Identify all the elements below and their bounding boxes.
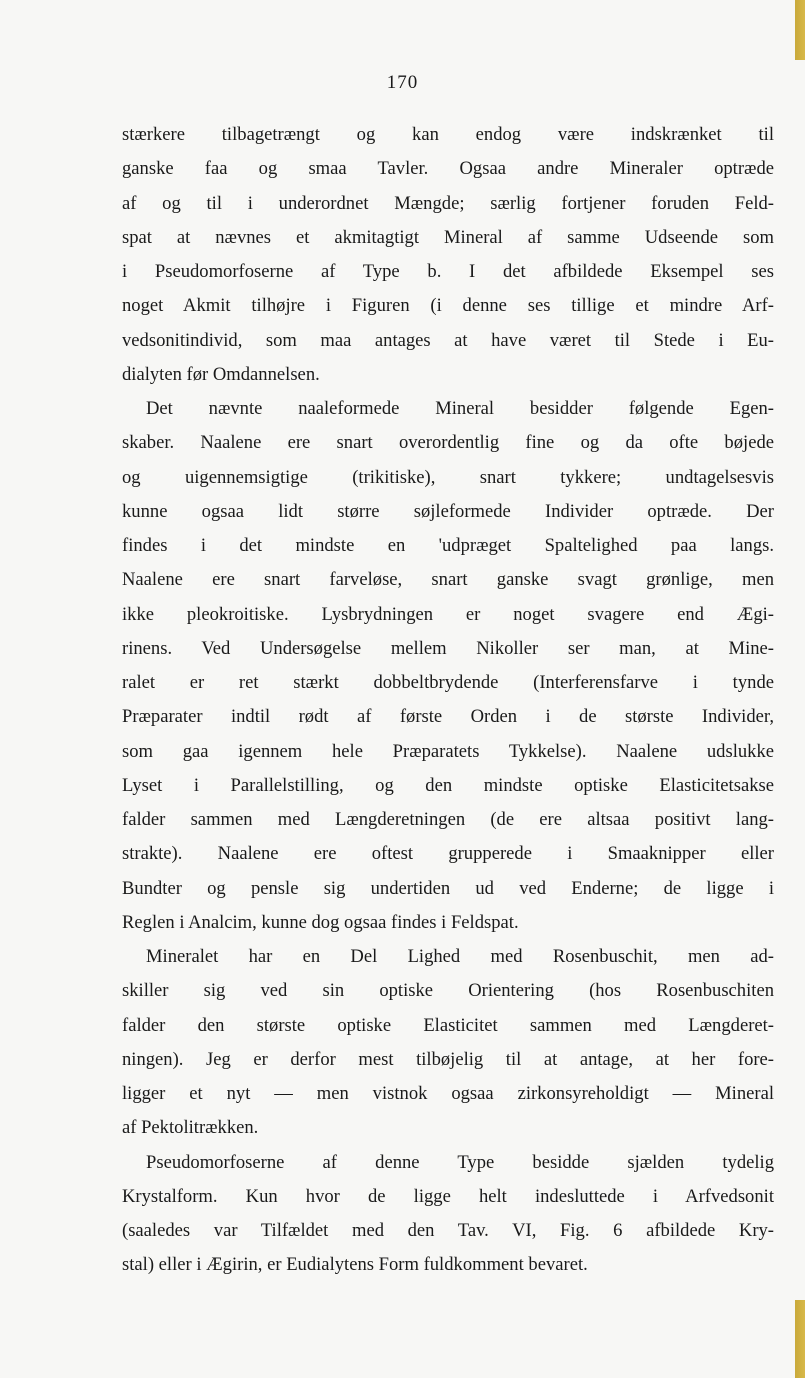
text-line: skiller sig ved sin optiske Orientering (hos Rosenbuschiten	[122, 980, 774, 1002]
page-edge-bottom	[795, 1300, 805, 1378]
text-line: ralet er ret stærkt dobbeltbrydende (Interferensfarve i tynde	[122, 672, 774, 693]
text-line: stal) eller i Ægirin, er Eudialytens Form fuldkomment bevaret.	[122, 1254, 588, 1276]
text-line: ningen). Jeg er derfor mest tilbøjelig til at antage, at her fore-	[122, 1048, 774, 1070]
text-line: Krystalform. Kun hvor de ligge helt indesluttede i Arfvedsonit	[122, 1185, 774, 1207]
text-line: ligger et nyt — men vistnok ogsaa zirkonsyreholdigt — Mineral	[122, 1083, 774, 1104]
text-line: rinens. Ved Undersøgelse mellem Nikoller ser man, at Mine-	[122, 637, 774, 659]
text-line: Pseudomorfoserne af denne Type besidde sjælden tydelig	[146, 1151, 774, 1173]
text-line: (saaledes var Tilfældet med den Tav. VI, Fig. 6 afbildede Kry-	[122, 1220, 774, 1241]
text-line: og uigennemsigtige (trikitiske), snart tykkere; undtagelsesvis	[122, 466, 774, 488]
text-line: falder sammen med Længderetningen (de ere altsaa positivt lang-	[122, 809, 774, 830]
text-line: Bundter og pensle sig undertiden ud ved Enderne; de ligge i	[122, 877, 774, 899]
text-line: findes i det mindste en 'udpræget Spaltelighed paa langs.	[122, 535, 774, 556]
text-line: stærkere tilbagetrængt og kan endog være indskrænket til	[122, 124, 774, 145]
text-line: noget Akmit tilhøjre i Figuren (i denne ses tillige et mindre Arf-	[122, 295, 774, 317]
text-line: vedsonitindivid, som maa antages at have været til Stede i Eu-	[122, 329, 774, 351]
text-line: som gaa igennem hele Præparatets Tykkelse). Naalene udslukke	[122, 740, 774, 762]
text-line: ganske faa og smaa Tavler. Ogsaa andre Mineraler optræde	[122, 158, 774, 180]
body-text	[122, 118, 774, 1283]
page-edge-top	[795, 0, 805, 60]
text-line: skaber. Naalene ere snart overordentlig fine og da ofte bøjede	[122, 432, 774, 454]
text-line: spat at nævnes et akmitagtigt Mineral af samme Udseende som	[122, 226, 774, 248]
text-line: kunne ogsaa lidt større søjleformede Individer optræde. Der	[122, 500, 774, 522]
text-line: Reglen i Analcim, kunne dog ogsaa findes i Feldspat.	[122, 911, 519, 933]
text-line: dialyten før Omdannelsen.	[122, 363, 320, 385]
page-number: 170	[386, 72, 419, 93]
text-line: ikke pleokroitiske. Lysbrydningen er noget svagere end Ægi-	[122, 603, 774, 625]
text-line: af Pektolitrækken.	[122, 1117, 259, 1139]
text-line: falder den største optiske Elasticitet sammen med Længderet-	[122, 1014, 774, 1036]
text-line: i Pseudomorfoserne af Type b. I det afbildede Eksempel ses	[122, 261, 774, 282]
text-line: Mineralet har en Del Lighed med Rosenbuschit, men ad-	[146, 946, 774, 967]
text-line: Præparater indtil rødt af første Orden i de største Individer,	[122, 706, 774, 728]
text-line: strakte). Naalene ere oftest grupperede i Smaaknipper eller	[122, 843, 774, 865]
text-line: Lyset i Parallelstilling, og den mindste optiske Elasticitetsakse	[122, 774, 774, 796]
text-line: Det nævnte naaleformede Mineral besidder følgende Egen-	[146, 398, 774, 419]
text-line: Naalene ere snart farveløse, snart ganske svagt grønlige, men	[122, 569, 774, 591]
text-line: af og til i underordnet Mængde; særlig fortjener foruden Feld-	[122, 192, 774, 214]
